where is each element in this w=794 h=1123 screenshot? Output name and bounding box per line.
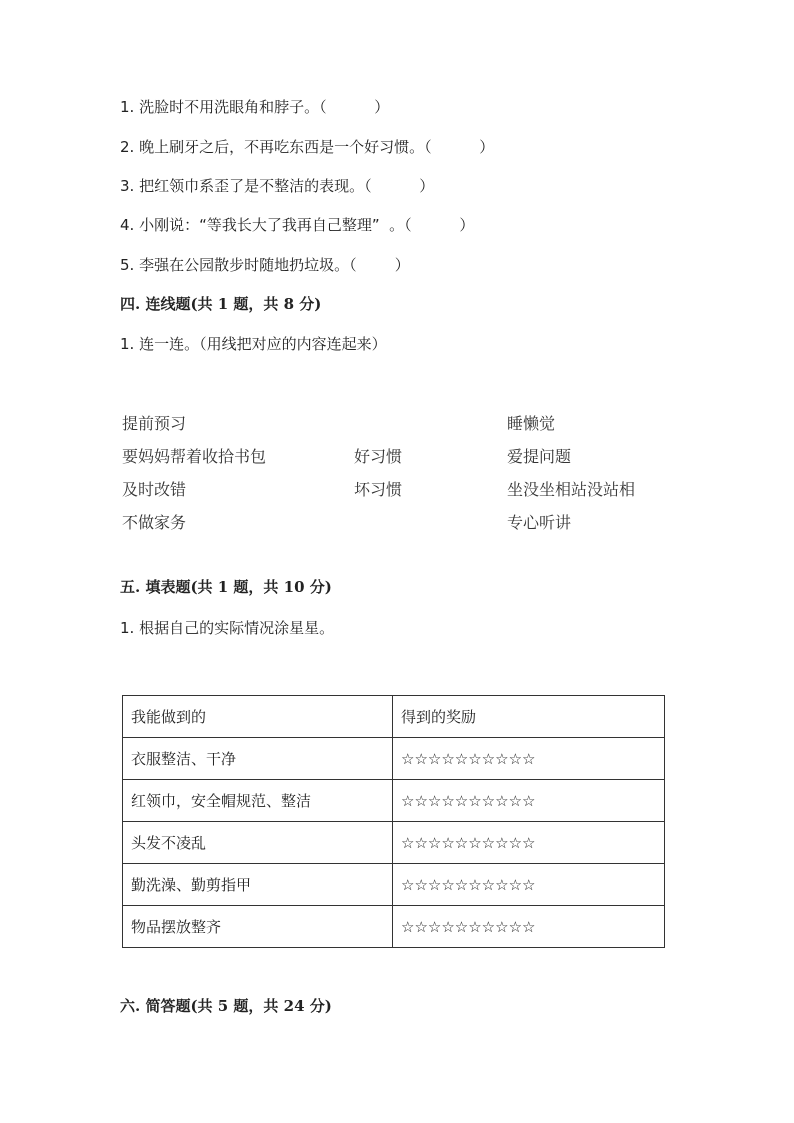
tf-item-2: 2. 晚上刷牙之后，不再吃东西是一个好习惯。（ ） [120, 138, 495, 156]
section4-heading: 四. 连线题(共 1 题，共 8 分) [120, 295, 322, 313]
section6-heading: 六. 简答题(共 5 题，共 24 分) [120, 997, 332, 1015]
match-left-item: 要妈妈帮着收拾书包 [122, 447, 267, 466]
match-left-item: 及时改错 [122, 480, 187, 499]
match-middle-item: 坏习惯 [354, 480, 403, 499]
star-rating[interactable]: ☆☆☆☆☆☆☆☆☆☆ [393, 780, 665, 822]
table-row [123, 738, 665, 780]
habit-cell: 衣服整洁、干净 [123, 738, 393, 780]
table-row [123, 822, 665, 864]
star-rating[interactable]: ☆☆☆☆☆☆☆☆☆☆ [393, 822, 665, 864]
match-right-item: 坐没坐相站没站相 [507, 480, 636, 499]
habit-cell: 物品摆放整齐 [123, 906, 393, 948]
habit-cell: 勤洗澡、勤剪指甲 [123, 864, 393, 906]
habit-cell: 头发不凌乱 [123, 822, 393, 864]
section5-heading: 五. 填表题(共 1 题，共 10 分) [120, 578, 332, 596]
match-left-item: 不做家务 [122, 513, 187, 532]
habit-cell: 红领巾，安全帽规范、整洁 [123, 780, 393, 822]
table-header-row [123, 696, 665, 738]
match-right-item: 睡懒觉 [507, 414, 556, 433]
star-rating[interactable]: ☆☆☆☆☆☆☆☆☆☆ [393, 864, 665, 906]
match-right-item: 爱提问题 [507, 447, 572, 466]
tf-item-3: 3. 把红领巾系歪了是不整洁的表现。（ ） [120, 177, 435, 195]
match-right-item: 专心听讲 [507, 513, 572, 532]
table-header-cell: 我能做到的 [123, 696, 393, 738]
tf-item-4: 4. 小刚说：“等我长大了我再自己整理” 。（ ） [120, 216, 475, 234]
table-row [123, 780, 665, 822]
section5-question: 1. 根据自己的实际情况涂星星。 [120, 619, 335, 637]
section4-question: 1. 连一连。（用线把对应的内容连起来） [120, 335, 387, 353]
table-row [123, 906, 665, 948]
match-middle-item: 好习惯 [354, 447, 403, 466]
tf-item-1: 1. 洗脸时不用洗眼角和脖子。（ ） [120, 98, 390, 116]
table-header-cell: 得到的奖励 [393, 696, 665, 738]
tf-item-5: 5. 李强在公园散步时随地扔垃圾。（ ） [120, 256, 410, 274]
star-rating[interactable]: ☆☆☆☆☆☆☆☆☆☆ [393, 906, 665, 948]
table-row [123, 864, 665, 906]
star-table [122, 695, 665, 948]
match-left-item: 提前预习 [122, 414, 187, 433]
star-rating[interactable]: ☆☆☆☆☆☆☆☆☆☆ [393, 738, 665, 780]
